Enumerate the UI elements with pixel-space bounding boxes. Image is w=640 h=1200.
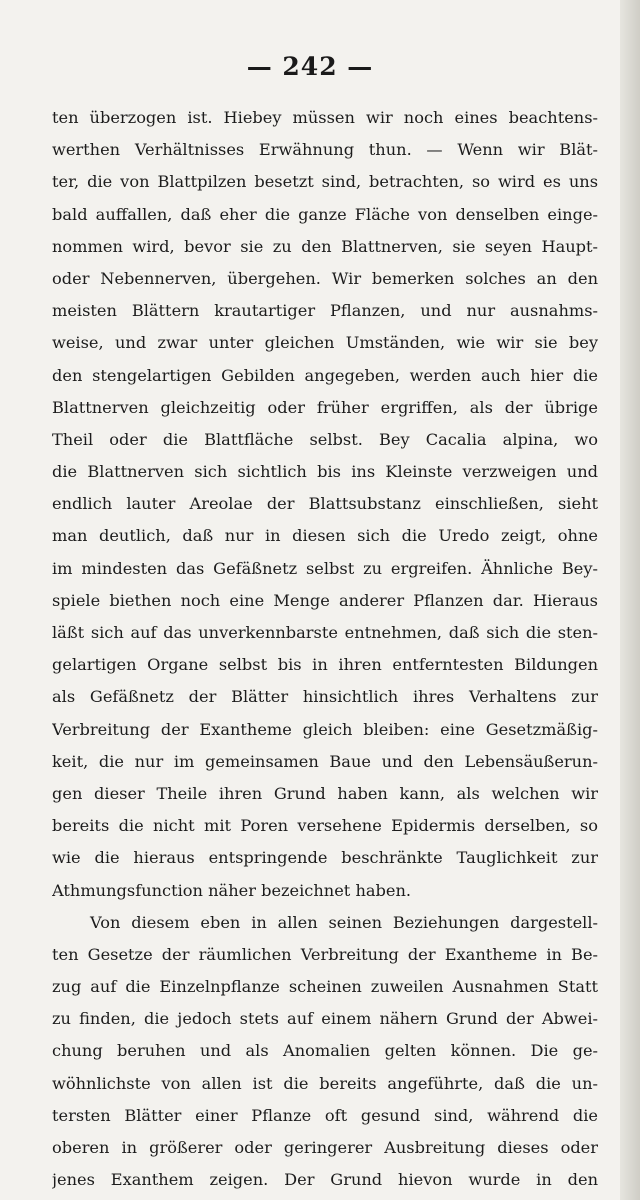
text-line: bereits die nicht mit Poren versehene Epidermis derselben, so <box>52 816 598 836</box>
text-line: wöhnlichste von allen ist die bereits angeführte, daß die un- <box>52 1073 598 1093</box>
text-line: wie die hieraus entspringende beschränkte Tauglichkeit zur <box>52 848 598 868</box>
text-line: man deutlich, daß nur in diesen sich die Uredo zeigt, ohne <box>52 526 598 546</box>
paragraph-end-line: Athmungsfunction näher bezeichnet haben. <box>52 880 412 900</box>
text-line: Blattnerven gleichzeitig oder früher ergriffen, als der übrige <box>52 397 598 417</box>
text-line: bald auffallen, daß eher die ganze Fläche von denselben einge- <box>52 204 598 224</box>
text-line: den stengelartigen Gebilden angegeben, werden auch hier die <box>52 365 598 385</box>
text-line: Verbreitung der Exantheme gleich bleiben: eine Gesetzmäßig- <box>52 719 598 739</box>
text-line: als Gefäßnetz der Blätter hinsichtlich ihres Verhaltens zur <box>52 687 598 707</box>
text-line: jenes Exanthem zeigen. Der Grund hievon wurde in den <box>52 1170 598 1190</box>
text-line: keit, die nur im gemeinsamen Baue und den Lebensäußerun- <box>52 751 598 771</box>
text-line: chung beruhen und als Anomalien gelten können. Die ge- <box>52 1041 598 1061</box>
text-line: oberen in größerer oder geringerer Ausbreitung dieses oder <box>52 1138 598 1157</box>
text-line: weise, und zwar unter gleichen Umständen, wie wir sie bey <box>52 333 598 353</box>
paragraph-start-line: Von diesem eben in allen seinen Beziehungen dargestell- <box>90 912 598 932</box>
text-line: läßt sich auf das unverkennbarste entnehmen, daß sich die sten- <box>52 623 598 642</box>
text-line: endlich lauter Areolae der Blattsubstanz einschließen, sieht <box>52 494 598 514</box>
body-text <box>52 102 598 1196</box>
text-line: zu finden, die jedoch stets auf einem nähern Grund der Abwei- <box>52 1009 598 1029</box>
text-line: meisten Blättern krautartiger Pflanzen, und nur ausnahms- <box>52 301 598 321</box>
text-line: zug auf die Einzelnpflanze scheinen zuweilen Ausnahmen Statt <box>52 977 598 997</box>
text-line: Theil oder die Blattfläche selbst. Bey Cacalia alpina, wo <box>52 429 598 449</box>
page-number: — 242 — <box>246 52 374 81</box>
text-line: nommen wird, bevor sie zu den Blattnerven, sie seyen Haupt- <box>52 236 598 256</box>
text-line: im mindesten das Gefäßnetz selbst zu ergreifen. Ähnliche Bey- <box>52 558 598 578</box>
text-line: oder Nebennerven, übergehen. Wir bemerken solches an den <box>52 268 598 288</box>
text-line: ter, die von Blattpilzen besetzt sind, betrachten, so wird es uns <box>52 172 598 192</box>
text-line: ten Gesetze der räumlichen Verbreitung der Exantheme in Be- <box>52 944 598 964</box>
text-line: spiele biethen noch eine Menge anderer Pflanzen dar. Hieraus <box>52 590 598 610</box>
text-line: gelartigen Organe selbst bis in ihren entferntesten Bildungen <box>52 655 598 675</box>
page-edge-shadow <box>620 0 640 1200</box>
text-line: tersten Blätter einer Pflanze oft gesund sind, während die <box>52 1105 598 1125</box>
text-line: ten überzogen ist. Hiebey müssen wir noch eines beachtens- <box>52 108 598 127</box>
text-line: werthen Verhältnisses Erwähnung thun. — Wenn wir Blät- <box>52 140 598 160</box>
text-line: die Blattnerven sich sichtlich bis ins Kleinste verzweigen und <box>52 462 598 482</box>
text-line: gen dieser Theile ihren Grund haben kann, als welchen wir <box>52 783 598 803</box>
